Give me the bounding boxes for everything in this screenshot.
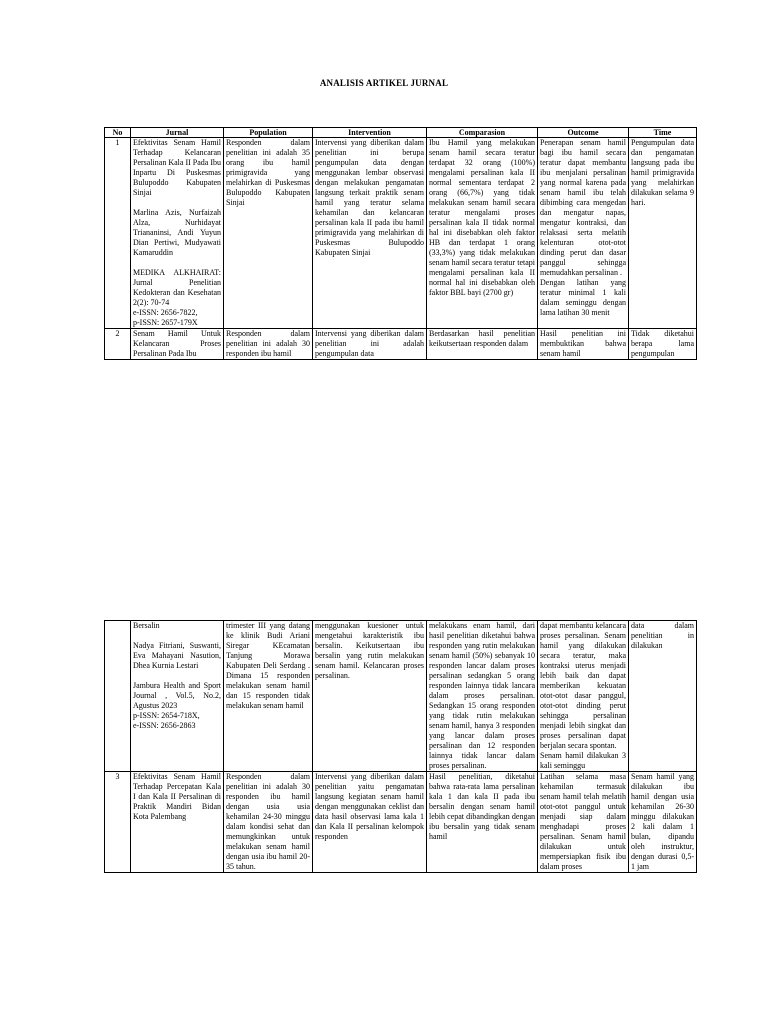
jurnal-cell	[131, 138, 224, 329]
outcome-cell: Hasil penelitian ini membuktikan bahwa senam hamil	[538, 329, 629, 360]
header-time: Time	[629, 128, 697, 138]
table-row	[105, 772, 697, 873]
population-cell: Responden dalam penelitian ini adalah 35 orang ibu hamil primigravida yang melahirkan di Puskesmas Bulupoddo Kabupaten Sinjai	[224, 138, 313, 329]
outcome-text: Penerapan senam hamil bagi ibu hamil secara teratur dapat membantu ibu menjalani persalinan yang normal karena pada senam hamil ibu telah dibimbing cara mengedan dan mengatur napas, mengatur kontraksi, dan relaksasi serta melatih kelenturan otot-otot dinding perut dan dasar panggul sehingga memudahkan persalinan .	[540, 138, 626, 277]
journal-analysis-table-page1	[104, 127, 697, 360]
intervention-cell: Intervensi yang diberikan dalam penelitian ini berupa pengumpulan data dengan menggunakan lembar observasi dengan melakukan pengamatan langsung terkait praktik senam hamil yang teratur selama kehamilan dan kelancaran persalinan kala II pada ibu hamil primigravida yang melahirkan di Puskesmas Bulupoddo Kabupaten Sinjai	[313, 138, 427, 329]
jurnal-title: Bersalin	[133, 621, 160, 630]
row-number: 2	[105, 329, 131, 360]
jurnal-source: Jambura Health and Sport Journal , Vol.5, No.2, Agustus 2023	[133, 681, 221, 710]
jurnal-title: Efektivitas Senam Hamil Terhadap Kelancaran Persalinan Kala II Pada Ibu Inpartu Di Puskesmas Bulupoddo Kabupaten Sinjai	[133, 138, 221, 197]
outcome-cell	[538, 138, 629, 329]
header-jurnal: Jurnal	[131, 128, 224, 138]
population-cell: Responden dalam penelitian ini adalah 30 responden ibu hamil	[224, 329, 313, 360]
header-population: Population	[224, 128, 313, 138]
outcome-frequency: Senam hamil dilakukan 3 kali seminggu	[540, 751, 626, 770]
intervention-cell: menggunakan kuesioner untuk mengetahui karakteristik ibu bersalin. Keikutsertaan ibu bersalin yang rutin melakukan senam hamil. Kelancaran proses persalinan.	[313, 621, 427, 772]
jurnal-eissn: e-ISSN: 2656-2863	[133, 721, 196, 730]
comparasion-cell: melakukans enam hamil, dari hasil penelitian diketahui bahwa responden yang rutin melakukan senam hamil (50%) sebanyak 10 responden lancar dalam proses persalinan sedangkan 5 orang responden lainnya tidak lancara dalam proses persalinan. Sedangkan 15 orang responden yang tidak rutin melakukan senam hamil, hanya 3 responden yang lancar dalam proses persalinan dan 12 responden lainnya tidak lancar dalam proses persalinan.	[427, 621, 538, 772]
jurnal-authors: Marlina Azis, Nurfaizah Alza, Nurhidayat Triananinsi, Andi Yuyun Dian Pertiwi, Mudyawati Kamaruddin	[133, 208, 221, 257]
jurnal-source: MEDIKA ALKHAIRAT: Jurnal Penelitian Kedokteran dan Kesehatan 2(2): 70-74	[133, 268, 221, 307]
header-no: No	[105, 128, 131, 138]
header-outcome: Outcome	[538, 128, 629, 138]
jurnal-cell: Senam Hamil Untuk Kelancaran Proses Persalinan Pada Ibu	[131, 329, 224, 360]
jurnal-eissn: e-ISSN: 2656-7822,	[133, 308, 198, 317]
population-cell: Responden dalam penelitian ini adalah 30 responden ibu hamil dengan usia usia kehamilan 24-30 minggu dalam kondisi sehat dan memungkinkan untuk melakukan senam hamil dengan usia ibu hamil 20-35 tahun.	[224, 772, 313, 873]
time-cell: Tidak diketahui berapa lama pengumpulan	[629, 329, 697, 360]
time-cell: Senam hamil yang dilakukan ibu hamil dengan usia kehamilan 26-30 minggu dilakukan 2 kali dalam 1 bulan, dipandu oleh instruktur, dengan durasi 0,5-1 jam	[629, 772, 697, 873]
comparasion-cell: Berdasarkan hasil penelitian keikutsertaan responden dalam	[427, 329, 538, 360]
jurnal-pissn: p-ISSN: 2654-718X,	[133, 711, 200, 720]
jurnal-cell: Efektivitas Senam Hamil Terhadap Percepatan Kala I dan Kala II Persalinan di Praktik Mandiri Bidan Kota Palembang	[131, 772, 224, 873]
header-intervention: Intervention	[313, 128, 427, 138]
document-title: ANALISIS ARTIKEL JURNAL	[319, 78, 449, 88]
journal-analysis-table-page2	[104, 620, 697, 873]
intervention-cell: Intervensi yang diberikan dalam penelitian yaitu pengamatan langsung kegiatan senam hamil dengan menggunakan ceklist dan data hasil observasi lama kala 1 dan Kala II persalinan kelompok responden	[313, 772, 427, 873]
outcome-cell: Latihan selama masa kehamilan termasuk senam hamil telah melatih otot-otot panggul untuk menjadi siap dalam menghadapi proses persalinan. Senam hamil dilakukan untuk mempersiapkan fisik ibu dalam proses	[538, 772, 629, 873]
jurnal-authors: Nadya Fitriani, Suswanti, Eva Mahayani Nasution, Dhea Kurnia Lestari	[133, 641, 221, 670]
time-cell: Pengumpulan data dan pengamatan langsung pada ibu hamil primigravida yang melahirkan dilakukan selama 9 hari.	[629, 138, 697, 329]
row-number: 1	[105, 138, 131, 329]
outcome-cell	[538, 621, 629, 772]
jurnal-pissn: p-ISSN: 2657-179X	[133, 318, 198, 327]
table-row	[105, 621, 697, 772]
intervention-cell: Intervensi yang diberikan dalam penelitian ini adalah pengumpulan data	[313, 329, 427, 360]
outcome-frequency: Dengan latihan yang teratur minimal 1 kali dalam seminggu dengan lama latihan 30 menit	[540, 278, 626, 317]
outcome-text: dapat membantu kelancara proses persalinan. Senam hamil yang dilakukan secara teratur, maka kontraksi uterus menjadi lebih baik dan dapat memberikan kekuatan otot-otot dasar panggul, otot-otot dinding perut sehingga persalinan menjadi lebih singkat dan proses persalinan dapat berjalan secara spontan.	[540, 621, 626, 750]
row-number: 3	[105, 772, 131, 873]
population-cell: trimester III yang datang ke klinik Budi Ariani Siregar KEcamatan Tanjung Morawa Kabupaten Deli Serdang . Dimana 15 responden melakukan senam hamil dan 15 responden tidak melakukan senam hamil	[224, 621, 313, 772]
time-cell: data dalam penelitian in dilakukan	[629, 621, 697, 772]
row-number	[105, 621, 131, 772]
table-header-row	[105, 128, 697, 138]
header-comparasion: Comparasion	[427, 128, 538, 138]
table-row	[105, 329, 697, 360]
jurnal-cell	[131, 621, 224, 772]
comparasion-cell: Ibu Hamil yang melakukan senam hamil secara teratur terdapat 32 orang (100%) mengalami persalinan kala II normal sementara terdapat 2 orang (66,7%) yang tidak melakukan senam hamil secara teratur mengalami proses persalinan kala II tidak normal hal ini disebabkan oleh faktor HB dan terdapat 1 orang (33,3%) yang tidak melakukan senam hamil secara teratur tetapi mengalami persalinan kala II normal hal ini disebabkan oleh faktor BBL bayi (2700 gr)	[427, 138, 538, 329]
comparasion-cell: Hasil penelitian, diketahui bahwa rata-rata lama persalinan kala 1 dan kala II pada ibu bersalin dengan senam hamil lebih cepat dibandingkan dengan ibu bersalin yang tidak senam hamil	[427, 772, 538, 873]
table-row	[105, 138, 697, 329]
